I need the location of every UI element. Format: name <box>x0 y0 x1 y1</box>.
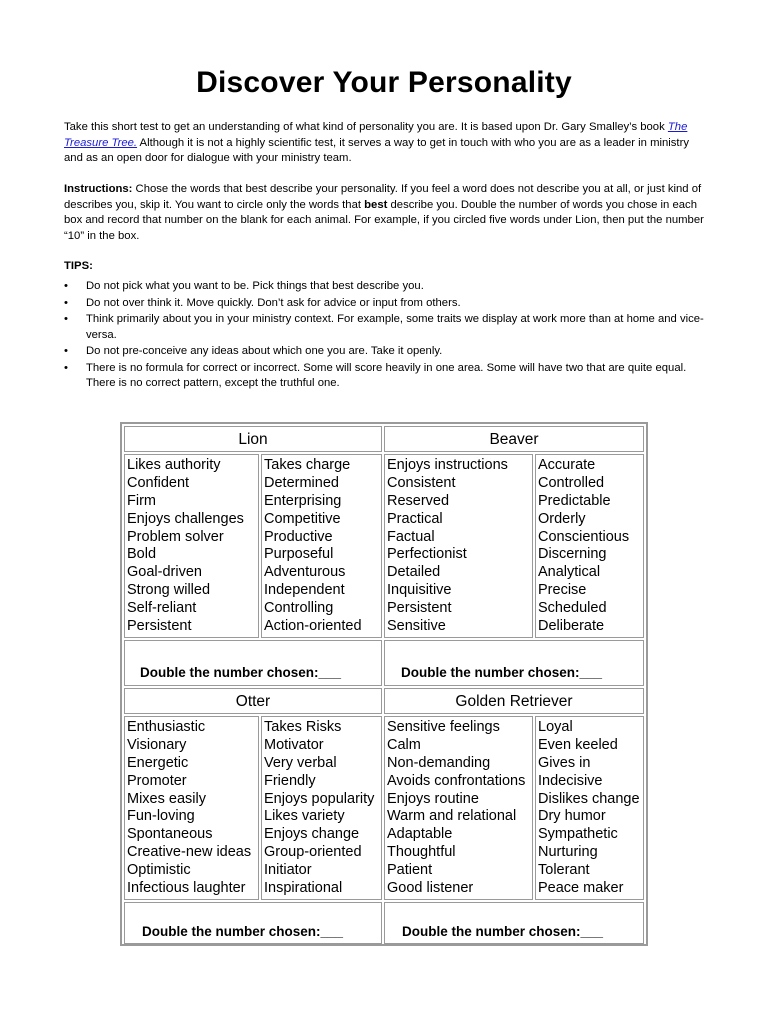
instructions-paragraph <box>64 182 704 244</box>
word-option[interactable]: Avoids confrontations <box>387 772 526 789</box>
intro-text-before: Take this short test to get an understanding of what kind of personality you are. It is based upon Dr. Gary Smalley’s book <box>64 121 668 133</box>
beaver-header-cell <box>384 426 644 452</box>
tip-text: Think primarily about you in your ministry context. For example, some traits we display at work more than at home and vice-versa. <box>86 313 704 341</box>
word-option[interactable]: Creative-new ideas <box>127 844 252 861</box>
lion-header-cell <box>124 426 382 452</box>
otter-heading: Otter <box>235 693 271 710</box>
lion-heading: Lion <box>238 431 268 448</box>
intro-text-after: Although it is not a highly scientific test, it serves a way to get in touch with who you are as a leader in ministry and as an open door for dialogue with your ministry team. <box>64 136 689 164</box>
word-option[interactable]: Sensitive <box>387 618 446 635</box>
golden-retriever-heading: Golden Retriever <box>455 693 573 710</box>
tip-text: There is no formula for correct or incorrect. Some will score heavily in one area. Some will have two that are quite equal. There is no correct pattern, except the truthful one. <box>86 361 687 389</box>
beaver-column-1 <box>384 454 533 638</box>
word-option[interactable]: Mixes easily <box>127 790 206 807</box>
word-option[interactable]: Deliberate <box>538 618 605 635</box>
otter-double-blank[interactable]: Double the number chosen:___ <box>142 924 344 939</box>
word-option[interactable]: Enjoys change <box>264 826 360 843</box>
word-option[interactable]: Bold <box>127 546 157 563</box>
word-option[interactable]: Good listener <box>387 880 474 897</box>
word-option[interactable]: Reserved <box>387 492 450 509</box>
word-option[interactable]: Infectious laughter <box>127 880 246 897</box>
word-option[interactable]: Productive <box>264 528 333 545</box>
word-option[interactable]: Loyal <box>538 719 573 735</box>
word-option[interactable]: Orderly <box>538 510 586 527</box>
word-option[interactable]: Thoughtful <box>387 844 456 861</box>
word-option[interactable]: Independent <box>264 582 345 599</box>
lion-column-1 <box>124 454 259 638</box>
word-option[interactable]: Peace maker <box>538 880 624 897</box>
lion-double-cell <box>124 640 382 686</box>
word-option[interactable]: Patient <box>387 862 433 879</box>
tip-text: Do not over think it. Move quickly. Don’t ask for advice or input from others. <box>86 296 461 309</box>
otter-column-1 <box>124 716 259 900</box>
page-title: Discover Your Personality <box>196 66 572 99</box>
word-option[interactable]: Problem solver <box>127 528 224 545</box>
word-option[interactable]: Enjoys challenges <box>127 510 244 527</box>
word-option[interactable]: Inquisitive <box>387 582 452 599</box>
instructions-text-1: Chose the words that best describe your personality. If you feel a word does not describe you at all, or just kind of describes you, skip it. You want to circle only the words that <box>64 183 702 211</box>
beaver-heading: Beaver <box>489 431 539 448</box>
word-option[interactable]: Confident <box>127 474 190 491</box>
beaver-double-cell <box>384 640 644 686</box>
tip-item <box>64 344 704 360</box>
word-option[interactable]: Visionary <box>127 736 187 753</box>
otter-double-cell <box>124 902 382 944</box>
otter-header-cell <box>124 688 382 714</box>
instructions-label: Instructions: <box>64 183 133 195</box>
word-option[interactable]: Determined <box>264 474 339 491</box>
word-option[interactable]: Controlled <box>538 474 605 491</box>
word-option[interactable]: Motivator <box>264 736 324 753</box>
beaver-column-2 <box>535 454 644 638</box>
word-option[interactable]: Competitive <box>264 510 341 527</box>
word-option[interactable]: Persistent <box>387 600 452 617</box>
book-link[interactable]: The Treasure Tree. <box>64 121 688 149</box>
word-option[interactable]: Very verbal <box>264 754 337 771</box>
word-option[interactable]: Tolerant <box>538 862 590 879</box>
word-option[interactable]: Scheduled <box>538 600 607 617</box>
otter-column-2 <box>261 716 382 900</box>
tips-label: TIPS: <box>64 260 93 272</box>
golden-retriever-double-cell <box>384 902 644 944</box>
bullet-icon: • <box>64 345 68 357</box>
golden-retriever-double-blank[interactable]: Double the number chosen:___ <box>402 924 604 939</box>
word-option[interactable]: Practical <box>387 510 443 527</box>
word-option[interactable]: Fun-loving <box>127 808 195 825</box>
word-option[interactable]: Sympathetic <box>538 826 618 843</box>
word-option[interactable]: Dry humor <box>538 808 606 825</box>
bullet-icon: • <box>64 280 68 292</box>
word-option[interactable]: Controlling <box>264 600 334 617</box>
golden-retriever-column-2 <box>535 716 644 900</box>
tips-list <box>64 279 704 393</box>
bullet-icon: • <box>64 361 68 374</box>
tip-text: Do not pick what you want to be. Pick things that best describe you. <box>86 280 424 292</box>
word-option[interactable]: Warm and relational <box>387 808 517 825</box>
bullet-icon: • <box>64 296 68 309</box>
bullet-icon: • <box>64 313 68 325</box>
word-option[interactable]: Perfectionist <box>387 546 467 563</box>
word-option[interactable]: Accurate <box>538 457 596 473</box>
tip-item <box>64 312 704 343</box>
word-option[interactable]: Optimistic <box>127 862 191 879</box>
word-option[interactable]: Energetic <box>127 754 189 771</box>
word-option[interactable]: Analytical <box>538 564 601 581</box>
word-option[interactable]: Even keeled <box>538 736 618 753</box>
word-option[interactable]: Initiator <box>264 862 312 879</box>
tip-item <box>64 279 704 295</box>
word-option[interactable]: Consistent <box>387 474 456 491</box>
golden-retriever-header-cell <box>384 688 644 714</box>
word-option[interactable]: Predictable <box>538 492 611 509</box>
word-option[interactable]: Enthusiastic <box>127 719 206 735</box>
tip-text: Do not pre-conceive any ideas about which one you are. Take it openly. <box>86 345 443 357</box>
word-option[interactable]: Factual <box>387 528 435 545</box>
word-option[interactable]: Dislikes change <box>538 790 640 807</box>
word-option[interactable]: Spontaneous <box>127 826 213 843</box>
word-option[interactable]: Goal-driven <box>127 564 202 581</box>
word-option[interactable]: Purposeful <box>264 546 334 563</box>
word-option[interactable]: Takes charge <box>264 457 351 473</box>
word-option[interactable]: Calm <box>387 736 421 753</box>
word-option[interactable]: Indecisive <box>538 772 603 789</box>
lion-double-blank[interactable]: Double the number chosen:___ <box>140 665 342 680</box>
word-option[interactable]: Enjoys instructions <box>387 457 508 473</box>
word-option[interactable]: Adaptable <box>387 826 453 843</box>
tip-item <box>64 296 704 312</box>
instructions-bold-word: best <box>364 198 388 211</box>
beaver-double-blank[interactable]: Double the number chosen:___ <box>401 665 603 680</box>
word-option[interactable]: Gives in <box>538 754 591 771</box>
word-option[interactable]: Enjoys popularity <box>264 790 375 807</box>
tip-item <box>64 361 704 392</box>
word-option[interactable]: Detailed <box>387 564 441 581</box>
intro-paragraph <box>64 120 704 167</box>
word-option[interactable]: Non-demanding <box>387 754 491 771</box>
word-option[interactable]: Strong willed <box>127 582 211 599</box>
word-option[interactable]: Promoter <box>127 772 187 789</box>
lion-column-2 <box>261 454 382 638</box>
word-option[interactable]: Conscientious <box>538 528 630 545</box>
word-option[interactable]: Self-reliant <box>127 600 197 617</box>
golden-retriever-column-1 <box>384 716 533 900</box>
personality-table <box>120 422 648 946</box>
instructions-text-2: describe you. Double the number of words you chose in each box and record that number on the blank for each animal. For example, if you circled five words under Lion, then put the number “10” in the box. <box>64 198 704 242</box>
word-option[interactable]: Likes variety <box>264 808 345 825</box>
word-option[interactable]: Nurturing <box>538 844 598 861</box>
word-option[interactable]: Discerning <box>538 546 607 563</box>
word-option[interactable]: Likes authority <box>127 457 221 473</box>
word-option[interactable]: Friendly <box>264 772 316 789</box>
word-option[interactable]: Enterprising <box>264 492 342 509</box>
word-option[interactable]: Adventurous <box>264 564 346 581</box>
word-option[interactable]: Sensitive feelings <box>387 719 500 735</box>
word-option[interactable]: Inspirational <box>264 880 343 897</box>
word-option[interactable]: Group-oriented <box>264 844 362 861</box>
word-option[interactable]: Action-oriented <box>264 618 362 635</box>
word-option[interactable]: Firm <box>127 492 156 509</box>
word-option[interactable]: Persistent <box>127 618 192 635</box>
word-option[interactable]: Takes Risks <box>264 719 342 735</box>
word-option[interactable]: Precise <box>538 582 587 599</box>
word-option[interactable]: Enjoys routine <box>387 790 479 807</box>
